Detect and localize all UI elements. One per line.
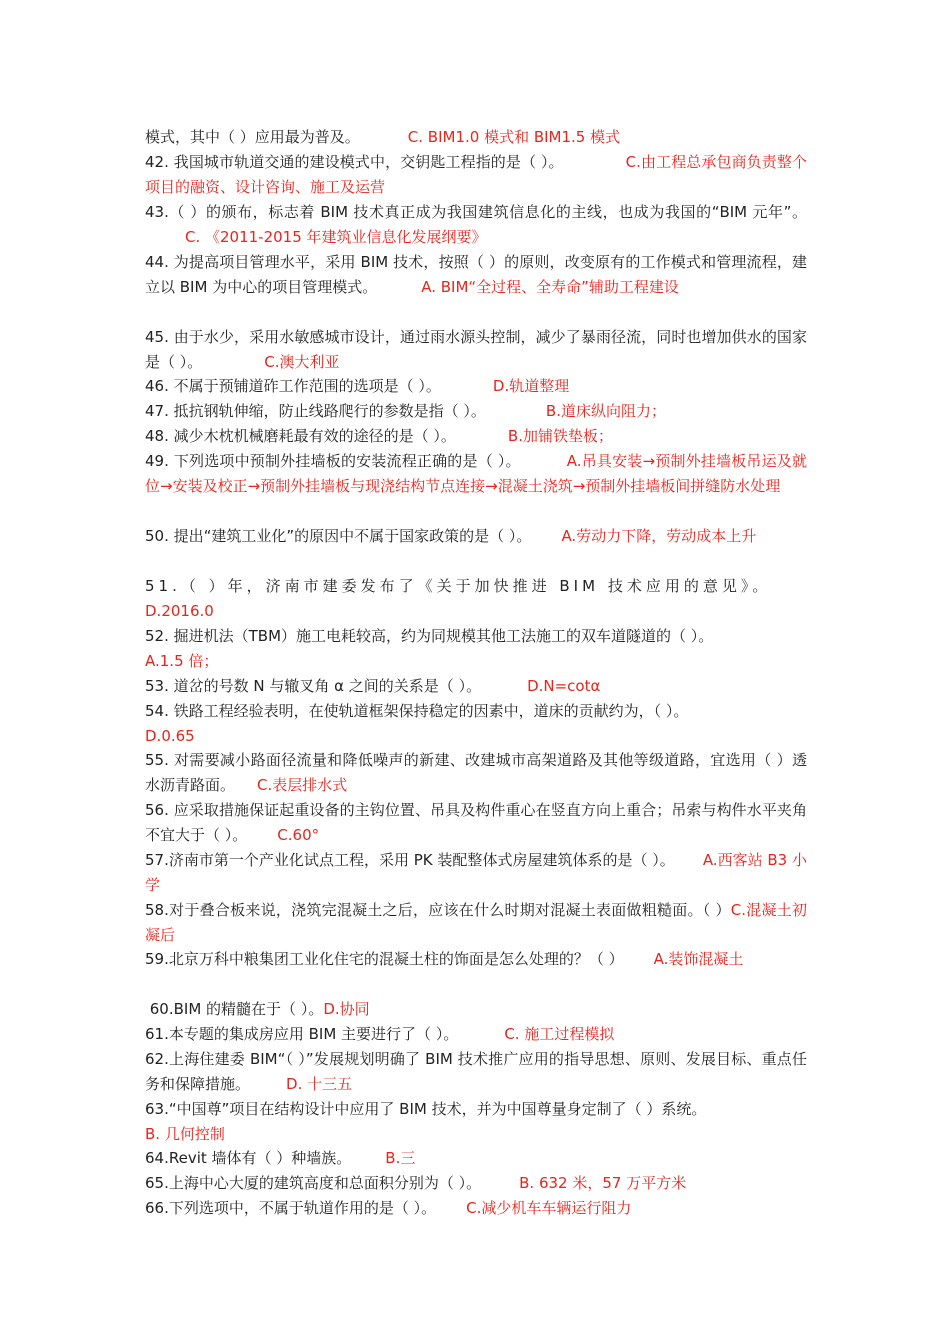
question-text: 56. 应采取措施保证起重设备的主钩位置、吊具及构件重心在竖直方向上重合；吊索与构件水平夹角不宜大于（ ）。 [145,801,807,844]
answer-text: D.2016.0 [145,602,214,620]
question-item-50 [145,524,807,549]
answer-line-63 [145,1122,807,1147]
question-item-57 [145,848,807,898]
question-text: 46. 不属于预铺道砟工作范围的选项是（ ）。 [145,377,441,395]
answer-text: C. 施工过程模拟 [504,1025,615,1043]
answer-text: C.澳大利亚 [264,353,340,371]
question-text: 63.“中国尊”项目在结构设计中应用了 BIM 技术，并为中国尊量身定制了（ ）系统。 [145,1100,707,1118]
question-text: 49. 下列选项中预制外挂墙板的安装流程正确的是（ ）。 [145,452,521,470]
question-text: 58.对于叠合板来说，浇筑完混凝土之后，应该在什么时期对混凝土表面做粗糙面。（ ） [145,901,731,919]
question-item-52 [145,624,807,649]
answer-text: C.由工程总承包商负责整个项目的融资、设计咨询、施工及运营 [145,153,807,196]
question-text: 47. 抵抗钢轨伸缩，防止线路爬行的参数是指（ ）。 [145,402,486,420]
answer-text: B. 几何控制 [145,1125,225,1143]
question-item-66 [145,1196,807,1221]
answer-text: C.减少机车车辆运行阻力 [466,1199,632,1217]
question-text: 65.上海中心大厦的建筑高度和总面积分别为（ ）。 [145,1174,482,1192]
question-item-54 [145,699,807,724]
answer-text: A.吊具安装→预制外挂墙板吊运及就位→安装及校正→预制外挂墙板与现浇结构节点连接→混凝土浇筑→预制外挂墙板间拼缝防水处理 [145,452,807,495]
answer-text: C.60° [277,826,320,844]
answer-text: B. 632 米，57 万平方米 [519,1174,687,1192]
question-text: 57.济南市第一个产业化试点工程，采用 PK 装配整体式房屋建筑体系的是（ ）。 [145,851,675,869]
answer-text: A.装饰混凝土 [653,950,744,968]
question-text: 43.（ ）的颁布，标志着 BIM 技术真正成为我国建筑信息化的主线，也成为我国的“BIM 元年”。 [145,203,807,221]
question-text: 44. 为提高项目管理水平，采用 BIM 技术，按照（ ）的原则，改变原有的工作模式和管理流程，建立以 BIM 为中心的项目管理模式。 [145,253,807,296]
question-item-65 [145,1171,807,1196]
answer-text: D.N=cotα [527,677,601,695]
question-item-59 [145,947,807,972]
answer-text: D. 十三五 [286,1075,353,1093]
question-item-42 [145,150,807,200]
question-item-58 [145,898,807,948]
answer-text: C. BIM1.0 模式和 BIM1.5 模式 [407,128,621,146]
question-item-49 [145,449,807,499]
question-text: 48. 减少木枕机械磨耗最有效的途径的是（ ）。 [145,427,456,445]
answer-line-52 [145,649,807,674]
answer-text: A. BIM“全过程、全寿命”辅助工程建设 [421,278,679,296]
question-text: 53. 道岔的号数 N 与辙叉角 α 之间的关系是（ ）。 [145,677,482,695]
question-item-47 [145,399,807,424]
answer-text: C.表层排水式 [257,776,348,794]
question-item-53 [145,674,807,699]
question-text: 42. 我国城市轨道交通的建设模式中，交钥匙工程指的是（ ）。 [145,153,564,171]
question-item-55 [145,748,807,798]
question-item-43 [145,200,807,250]
answer-text: D.0.65 [145,727,195,745]
answer-text: D.轨道整理 [492,377,570,395]
answer-line-51 [145,599,807,624]
question-item-63 [145,1097,807,1122]
answer-text: A.劳动力下降，劳动成本上升 [561,527,757,545]
answer-text: B.三 [385,1149,416,1167]
question-item-61 [145,1022,807,1047]
question-text: 62.上海住建委 BIM“（ ）”发展规划明确了 BIM 技术推广应用的指导思想、原则、发展目标、重点任务和保障措施。 [145,1050,807,1093]
answer-text: A.1.5 倍； [145,652,219,670]
question-item-60 [145,997,807,1022]
answer-text: B.加铺铁垫板； [507,427,613,445]
question-item-44 [145,250,807,300]
answer-text: C.混凝土初凝后 [145,901,807,944]
question-text: 54. 铁路工程经验表明，在使轨道框架保持稳定的因素中，道床的贡献约为，（ ）。 [145,702,689,720]
answer-text: B.道床纵向阻力； [545,402,666,420]
question-item-56 [145,798,807,848]
question-text: 50. 提出“建筑工业化”的原因中不属于国家政策的是（ ）。 [145,527,532,545]
question-text: 模式，其中（ ）应用最为普及。 [145,128,360,146]
question-item-48 [145,424,807,449]
question-text: 51.（ ）年，济南市建委发布了《关于加快推进 BIM 技术应用的意见》。 [145,577,772,595]
question-text: 59.北京万科中粮集团工业化住宅的混凝土柱的饰面是怎么处理的？（ ） [145,950,624,968]
question-text: 52. 掘进机法（TBM）施工电耗较高，约为同规模其他工法施工的双车道隧道的（ ）。 [145,627,714,645]
question-text: 45. 由于水少，采用水敏感城市设计，通过雨水源头控制，减少了暴雨径流，同时也增加供水的国家是（ ）。 [145,328,807,371]
question-text: 61.本专题的集成房应用 BIM 主要进行了（ ）。 [145,1025,459,1043]
question-text: 55. 对需要减小路面径流量和降低噪声的新建、改建城市高架道路及其他等级道路，宜选用（ ）透水沥青路面。 [145,751,807,794]
question-item-51 [145,574,807,599]
question-item-45 [145,325,807,375]
question-text: 64.Revit 墙体有（ ）种墙族。 [145,1149,352,1167]
question-item-62 [145,1047,807,1097]
question-text: 60.BIM 的精髓在于（ ）。 [145,1000,324,1018]
answer-text: A.西客站 B3 小学 [145,851,807,894]
question-item-64 [145,1146,807,1171]
answer-line-54 [145,724,807,749]
answer-text: C. 《2011-2015 年建筑业信息化发展纲要》 [185,228,487,246]
question-item-41 [145,125,807,150]
answer-text: D.协同 [323,1000,370,1018]
question-item-46 [145,374,807,399]
question-text: 66.下列选项中，不属于轨道作用的是（ ）。 [145,1199,437,1217]
